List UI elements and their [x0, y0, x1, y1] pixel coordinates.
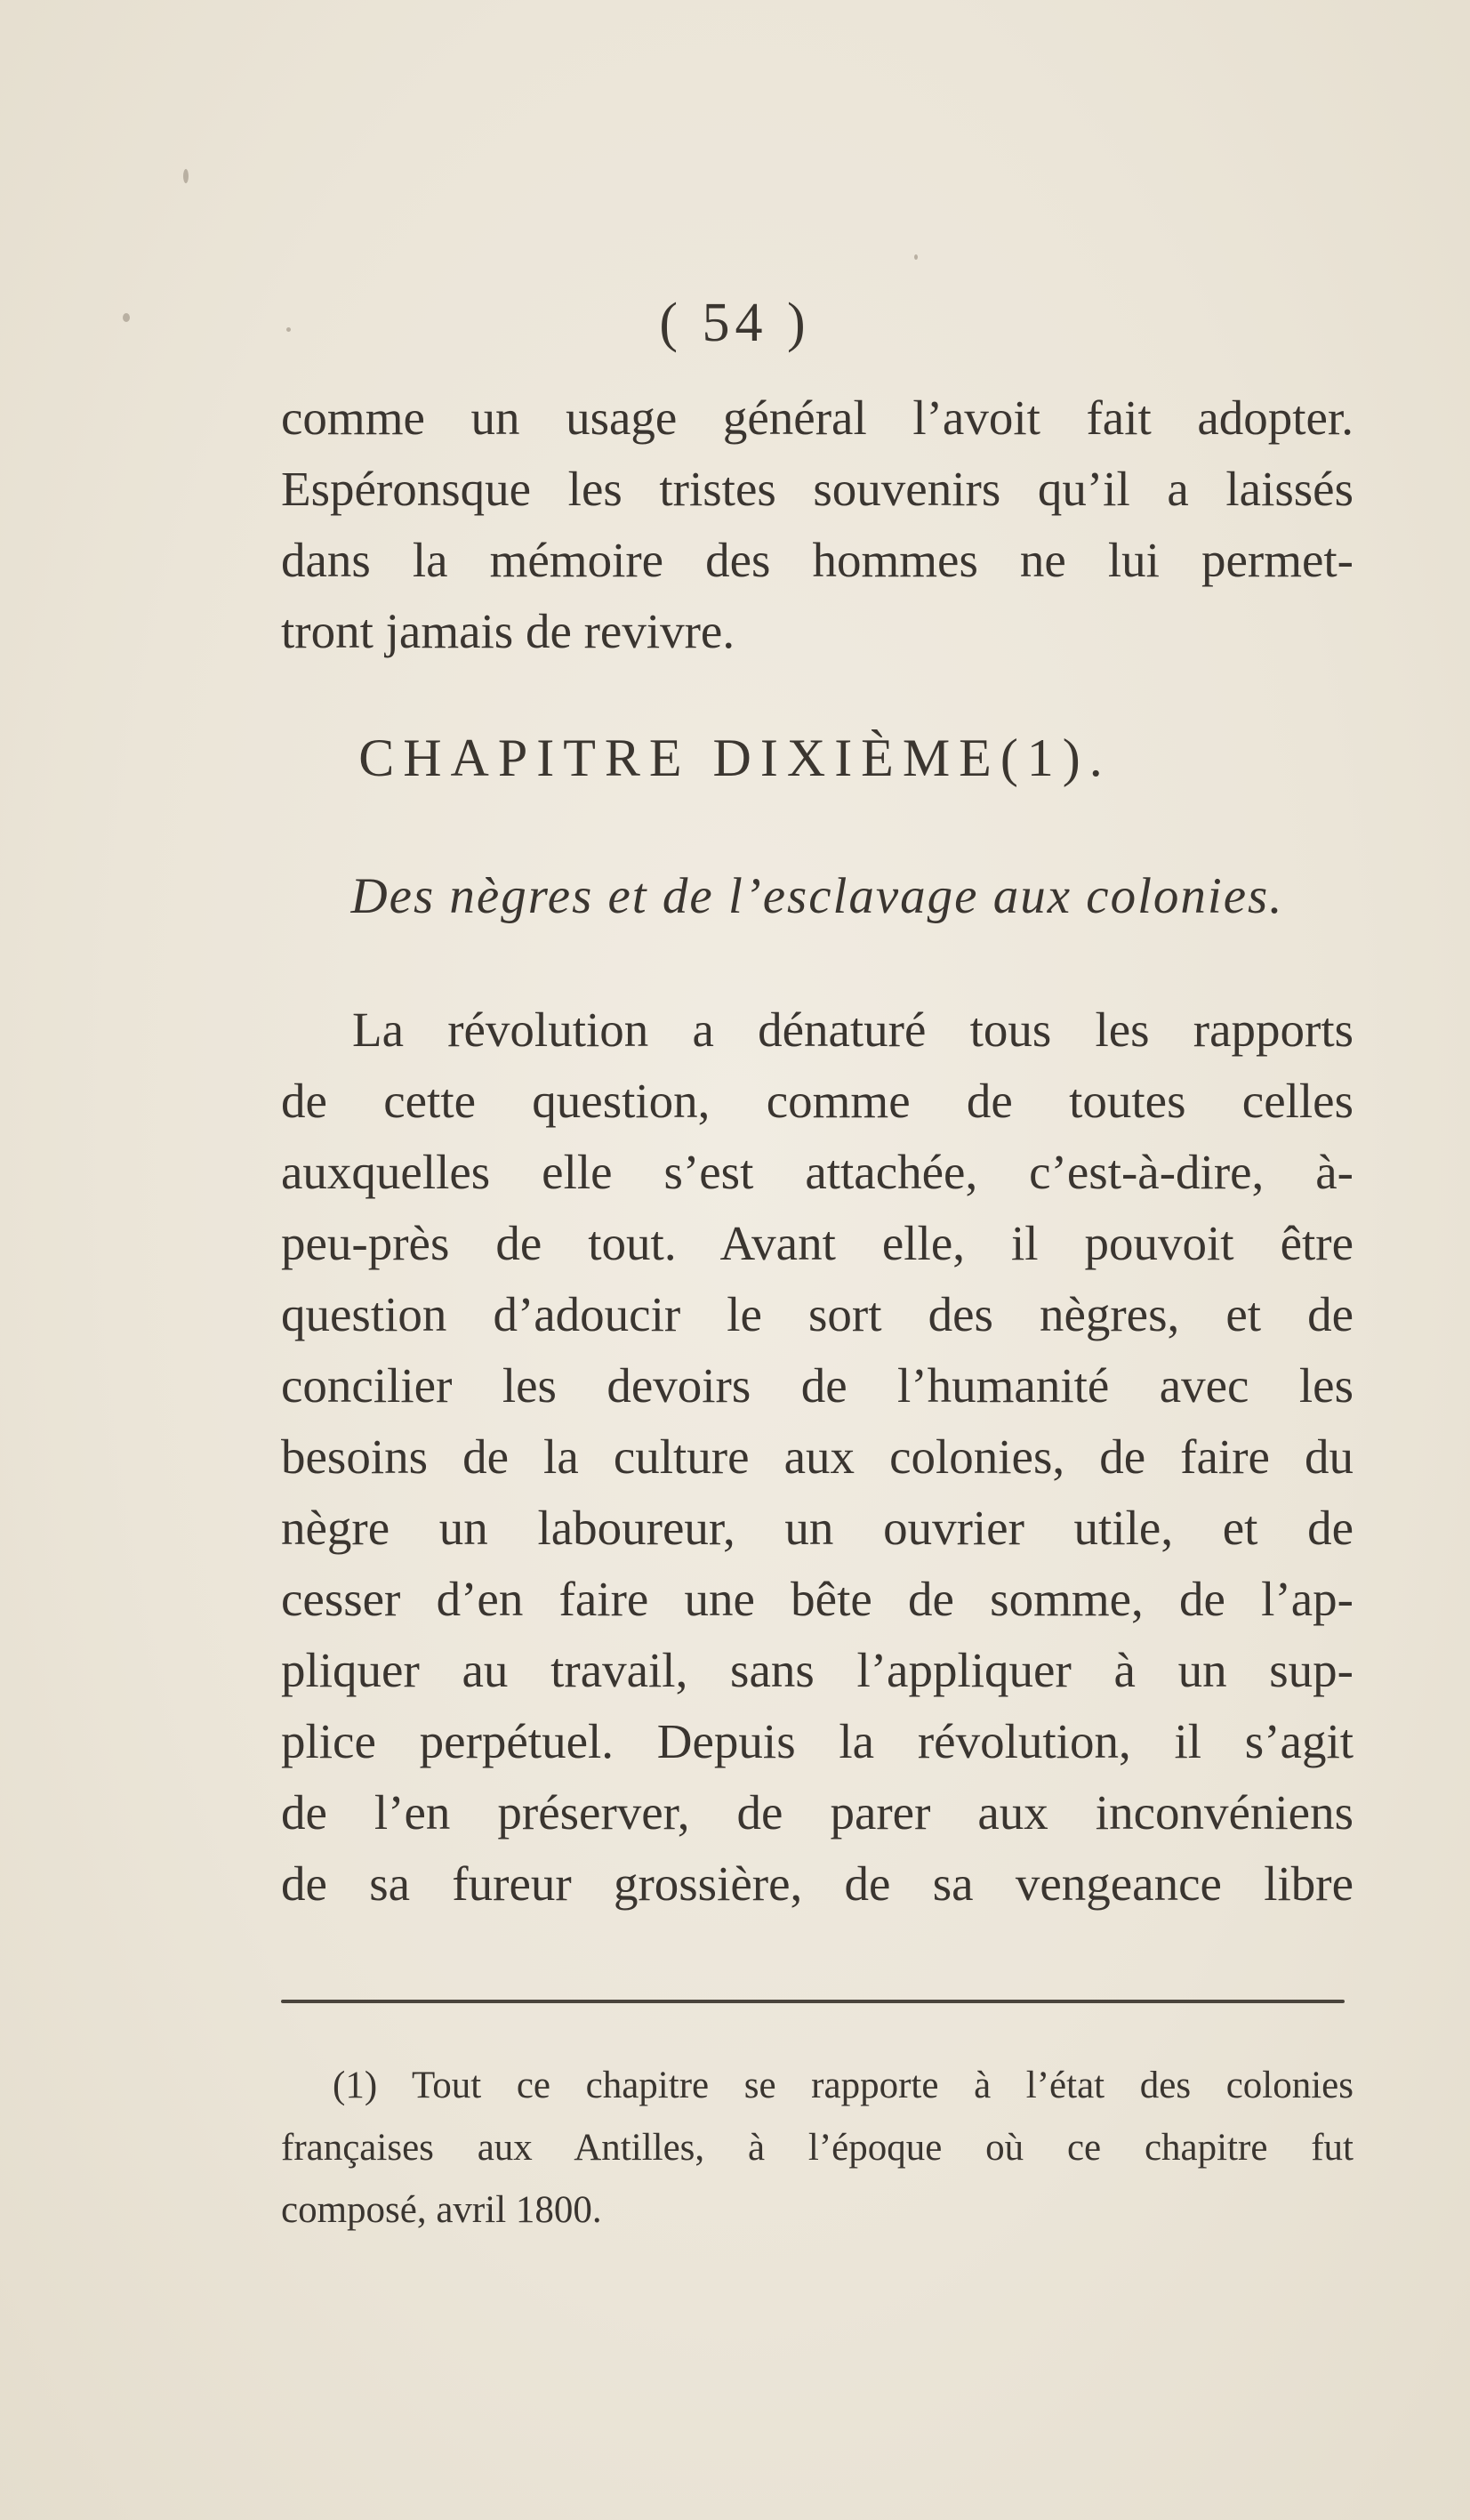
text-line: de cette question, comme de toutes celles: [281, 1074, 1354, 1128]
text-line: pliquer au travail, sans l’appliquer à un sup-: [281, 1643, 1354, 1697]
footnote-rule: [281, 2000, 1345, 2003]
chapter-subtitle: Des nègres et de l’esclavage aux colonies.: [350, 868, 1284, 924]
text-line: plice perpétuel. Depuis la révolution, il s’agit: [281, 1714, 1354, 1768]
text-line: besoins de la culture aux colonies, de faire du: [281, 1429, 1354, 1484]
text-line: tront jamais de revivre.: [281, 604, 735, 658]
text-line: nègre un laboureur, un ouvrier utile, et de: [281, 1501, 1354, 1555]
footnote-line: françaises aux Antilles, à l’époque où ce chapitre fut: [281, 2127, 1354, 2169]
text-line: peu-près de tout. Avant elle, il pouvoit être: [281, 1216, 1354, 1270]
page-number: ( 54 ): [659, 293, 811, 353]
text-line: de l’en préserver, de parer aux inconvéniens: [281, 1785, 1354, 1840]
text-line: de sa fureur grossière, de sa vengeance libre: [281, 1856, 1354, 1911]
intro-paragraph: [281, 382, 1354, 667]
text-line: dans la mémoire des hommes ne lui permet-: [281, 533, 1354, 587]
text-line: cesser d’en faire une bête de somme, de l’ap-: [281, 1572, 1354, 1626]
text-line: auxquelles elle s’est attachée, c’est-à-dire, à-: [281, 1145, 1354, 1199]
text-line: question d’adoucir le sort des nègres, et de: [281, 1287, 1354, 1341]
footnote-line: (1) Tout ce chapitre se rapporte à l’état des colonies: [333, 2065, 1354, 2106]
text-line: comme un usage général l’avoit fait adopter.: [281, 390, 1354, 445]
body-paragraph: [281, 994, 1354, 1920]
text-line: Espéronsque les tristes souvenirs qu’il a laissés: [281, 462, 1354, 516]
footnote: [281, 2055, 1354, 2242]
paper-speck: [183, 169, 189, 183]
chapter-title: CHAPITRE DIXIÈME(1).: [358, 729, 1112, 787]
text-line: concilier les devoirs de l’humanité avec les: [281, 1358, 1354, 1413]
text-line: La révolution a dénaturé tous les rapports: [352, 1002, 1354, 1057]
footnote-line: composé, avril 1800.: [281, 2189, 602, 2231]
paper-speck: [914, 254, 918, 260]
